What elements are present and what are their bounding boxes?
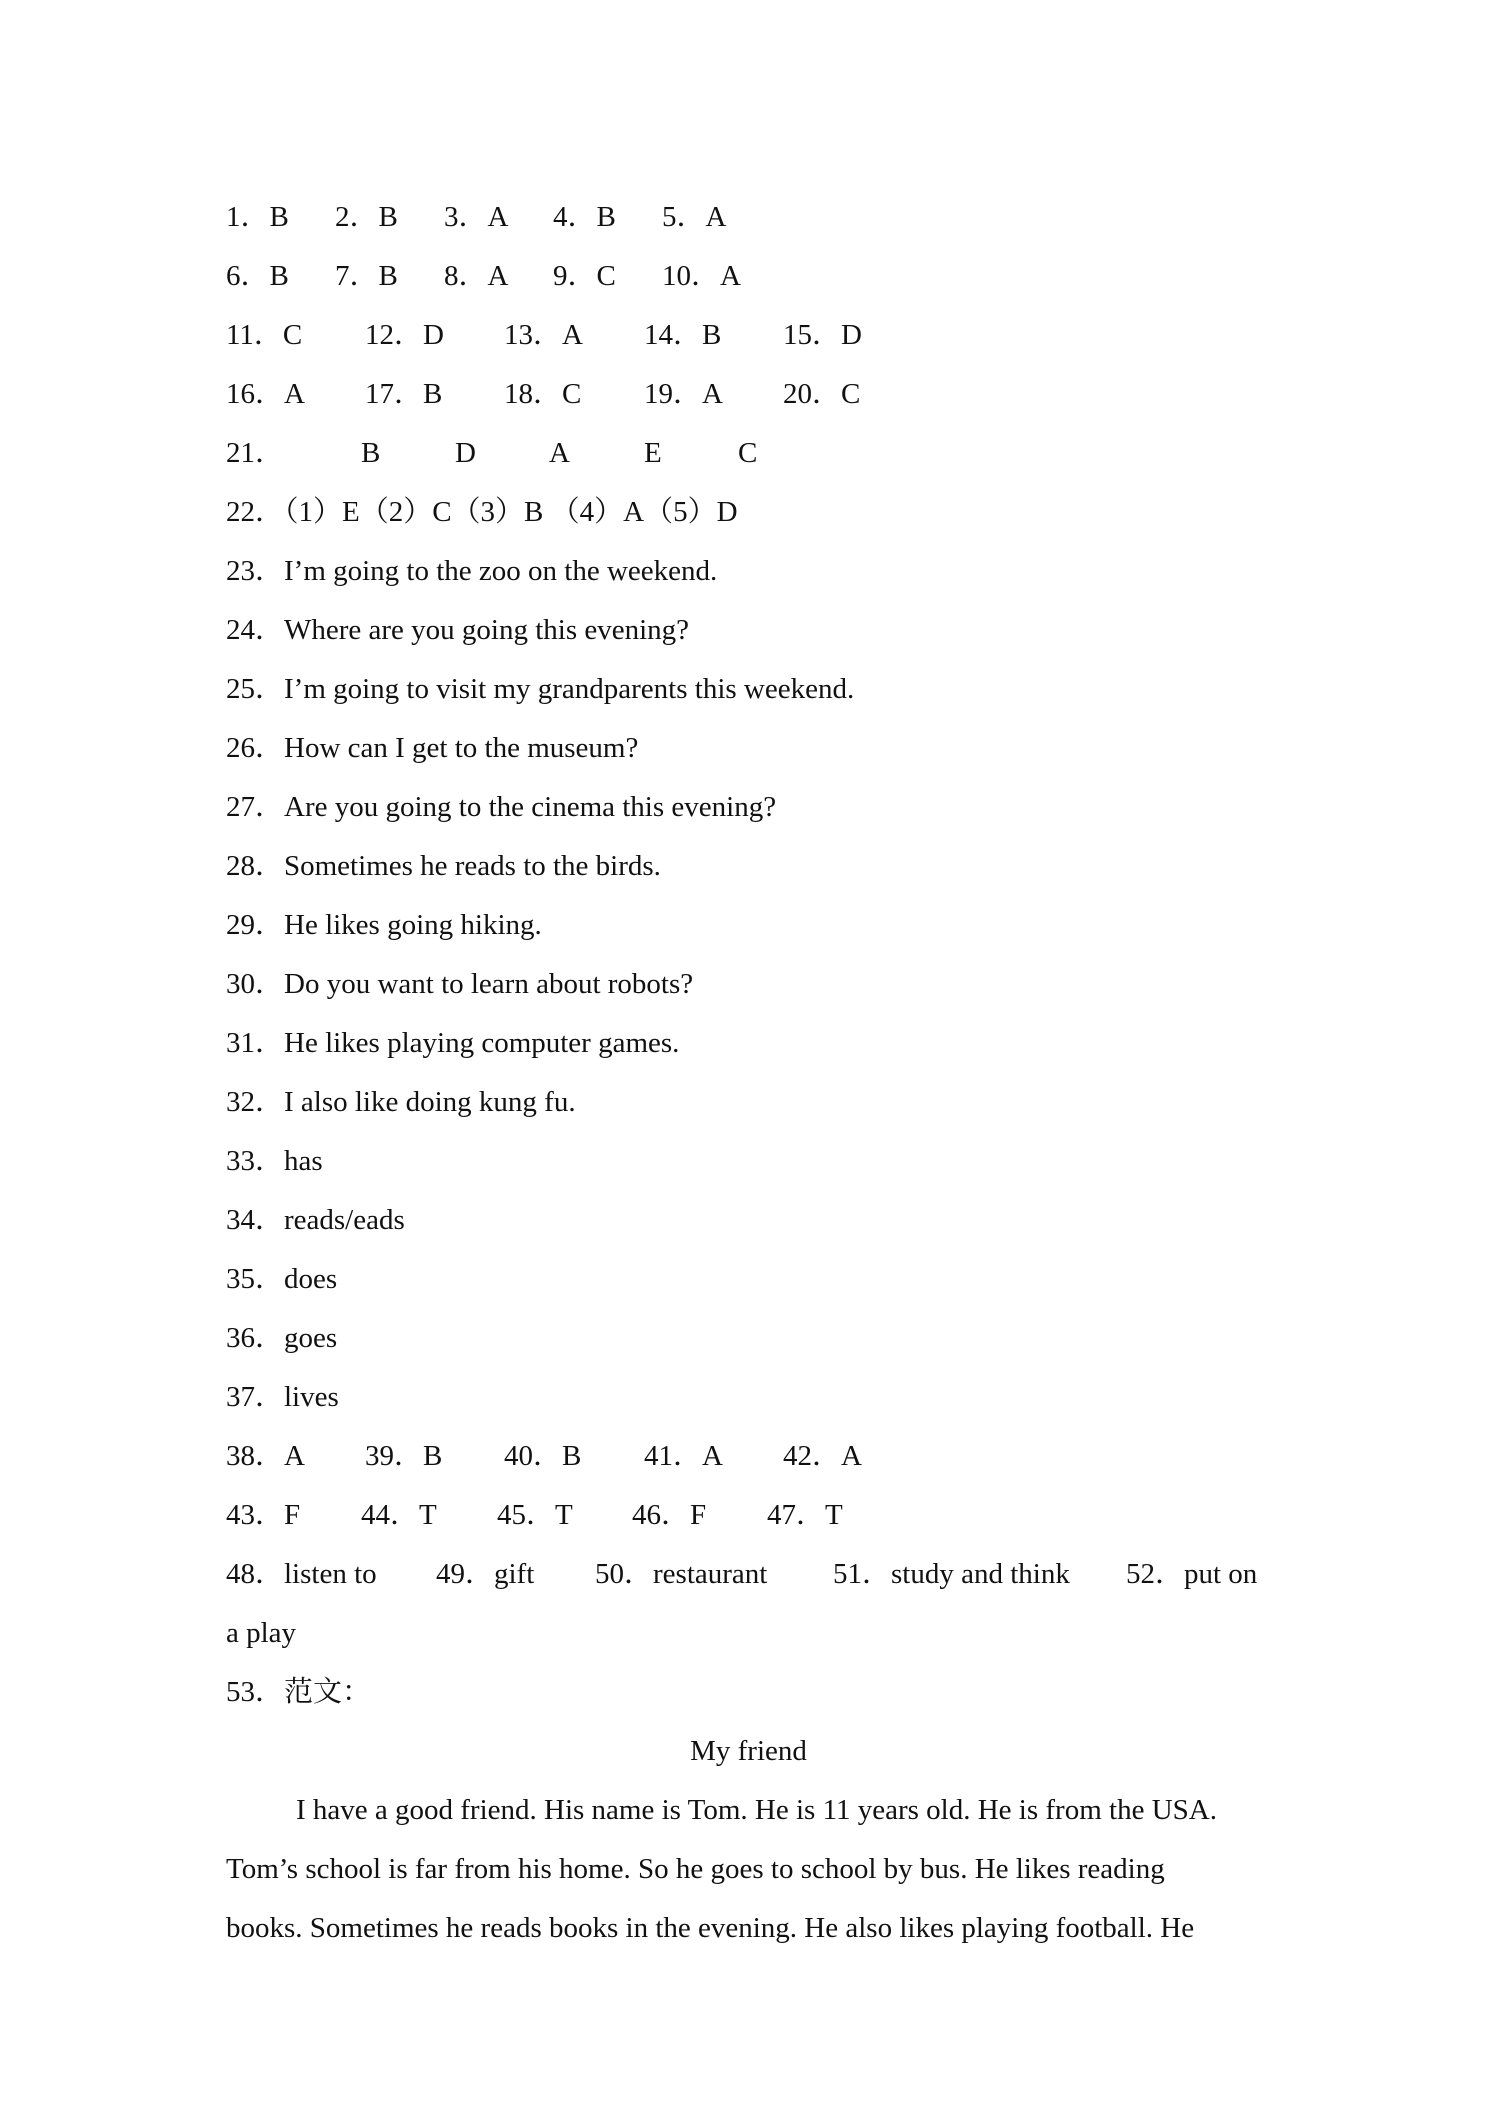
answer-20: 20．C <box>783 378 861 410</box>
answer-row-48-52 <box>226 1545 1271 1604</box>
answer-50: 50．restaurant <box>595 1558 768 1590</box>
answer-10: 10．A <box>662 260 741 292</box>
answer-row-16-20 <box>226 365 1271 424</box>
answer-4: 4．B <box>553 201 616 233</box>
answer-27: 27．Are you going to the cinema this evening? <box>226 791 777 823</box>
answer-51: 51．study and think <box>833 1558 1070 1590</box>
essay-line-3: books. Sometimes he reads books in the evening. He also likes playing football. He <box>226 1912 1195 1944</box>
answer-32: 32．I also like doing kung fu. <box>226 1086 576 1118</box>
answer-30: 30．Do you want to learn about robots? <box>226 968 694 1000</box>
essay-line-1: I have a good friend. His name is Tom. He is 11 years old. He is from the USA. <box>296 1794 1217 1826</box>
answer-19: 19．A <box>644 378 723 410</box>
answer-12: 12．D <box>365 319 444 351</box>
answer-6: 6．B <box>226 260 289 292</box>
answer-row-38-42 <box>226 1427 1271 1486</box>
answer-49: 49．gift <box>436 1558 535 1590</box>
answer-35: 35．does <box>226 1263 338 1295</box>
answer-14: 14．B <box>644 319 722 351</box>
answer-3: 3．A <box>444 201 509 233</box>
answer-21-1: B <box>361 437 381 469</box>
answer-37: 37．lives <box>226 1381 339 1413</box>
answer-38: 38．A <box>226 1440 305 1472</box>
answer-25: 25．I’m going to visit my grandparents this weekend. <box>226 673 855 705</box>
answer-22: 22．（1）E（2）C（3）B （4）A（5）D <box>226 496 738 528</box>
answer-42: 42．A <box>783 1440 862 1472</box>
answer-44: 44．T <box>361 1499 437 1531</box>
answer-5: 5．A <box>662 201 727 233</box>
answer-39: 39．B <box>365 1440 443 1472</box>
answer-46: 46．F <box>632 1499 707 1531</box>
answer-7: 7．B <box>335 260 398 292</box>
answer-content <box>226 188 1271 1958</box>
answer-21-4: E <box>644 437 662 469</box>
answer-18: 18．C <box>504 378 582 410</box>
answer-29: 29．He likes going hiking. <box>226 909 542 941</box>
answer-21-5: C <box>738 437 758 469</box>
essay-title: My friend <box>690 1735 807 1767</box>
answer-16: 16．A <box>226 378 305 410</box>
answer-53-label: 53．范文： <box>226 1676 372 1708</box>
answer-1: 1．B <box>226 201 289 233</box>
answer-36: 36．goes <box>226 1322 338 1354</box>
answer-28: 28．Sometimes he reads to the birds. <box>226 850 661 882</box>
answer-9: 9．C <box>553 260 616 292</box>
answer-47: 47．T <box>767 1499 843 1531</box>
answer-40: 40．B <box>504 1440 582 1472</box>
answer-21-3: A <box>549 437 570 469</box>
answer-13: 13．A <box>504 319 583 351</box>
answer-21-2: D <box>455 437 476 469</box>
answer-33: 33．has <box>226 1145 323 1177</box>
answer-31: 31．He likes playing computer games. <box>226 1027 680 1059</box>
answer-17: 17．B <box>365 378 443 410</box>
answer-43: 43．F <box>226 1499 301 1531</box>
answer-row-21 <box>226 424 1271 483</box>
answer-48: 48．listen to <box>226 1558 377 1590</box>
answer-2: 2．B <box>335 201 398 233</box>
essay-line-2: Tom’s school is far from his home. So he goes to school by bus. He likes reading <box>226 1853 1165 1885</box>
answer-24: 24．Where are you going this evening? <box>226 614 690 646</box>
answer-row-1-5 <box>226 188 1271 247</box>
answer-11: 11．C <box>226 319 303 351</box>
answer-15: 15．D <box>783 319 862 351</box>
answer-34: 34．reads/eads <box>226 1204 405 1236</box>
answer-26: 26．How can I get to the museum? <box>226 732 639 764</box>
answer-8: 8．A <box>444 260 509 292</box>
answer-23: 23．I’m going to the zoo on the weekend. <box>226 555 718 587</box>
answer-41: 41．A <box>644 1440 723 1472</box>
answer-52-continuation: a play <box>226 1617 297 1649</box>
answer-row-43-47 <box>226 1486 1271 1545</box>
answer-45: 45．T <box>497 1499 573 1531</box>
answer-52: 52．put on <box>1126 1558 1258 1590</box>
answer-row-6-10 <box>226 247 1271 306</box>
answer-21-label: 21． <box>226 437 285 469</box>
answer-row-11-15 <box>226 306 1271 365</box>
